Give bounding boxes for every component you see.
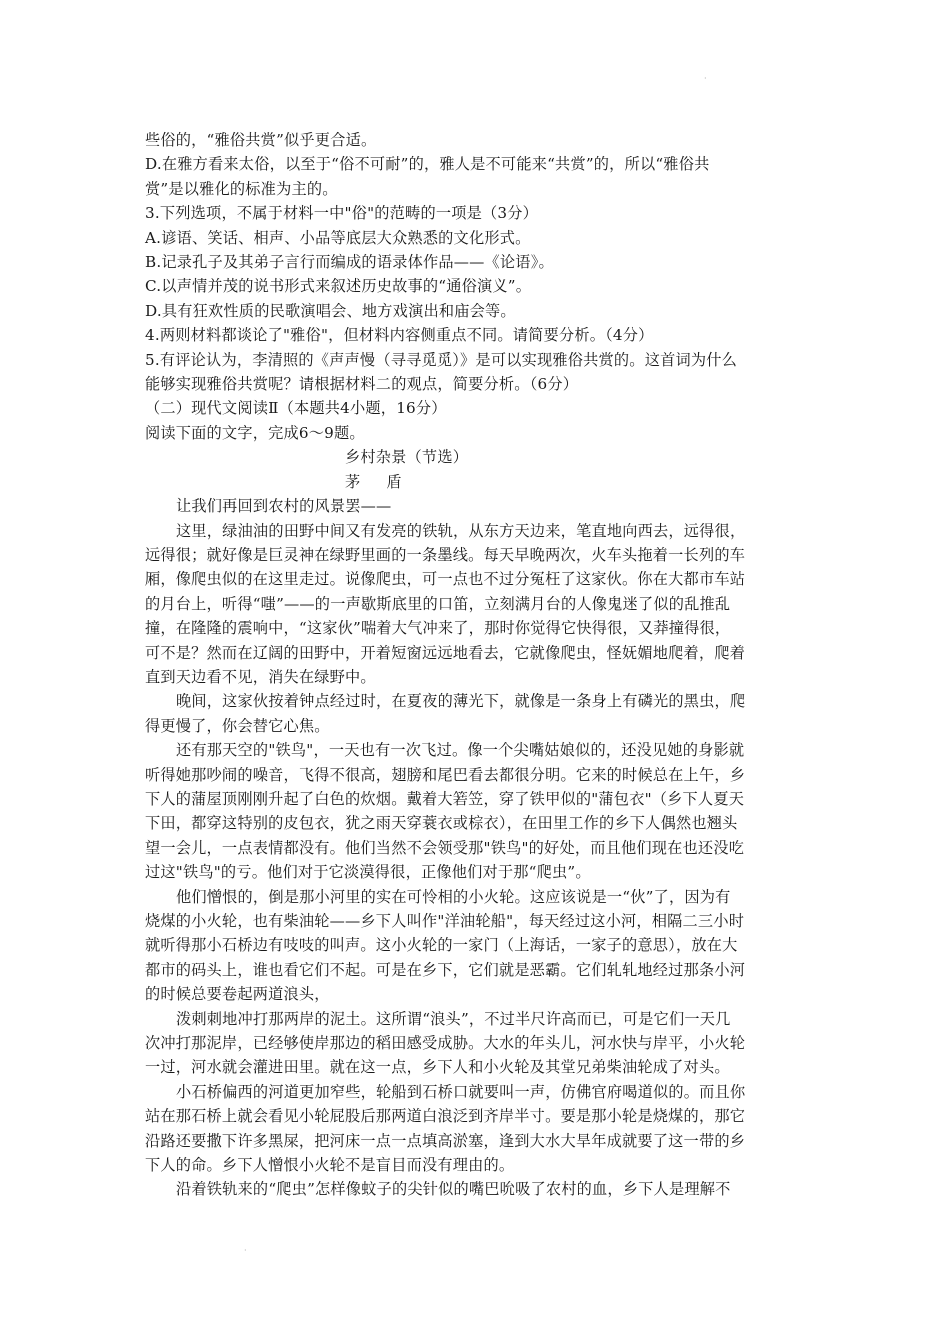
paragraph-line: 还有那天空的"铁鸟"，一天也有一次飞过。像一个尖嘴姑娘似的，还没见她的身影就 <box>176 741 745 760</box>
paragraph-line: 厢，像爬虫似的在这里走过。说像爬虫，可一点也不过分冤枉了这家伙。你在大都市车站 <box>145 570 746 589</box>
scan-dot-mark: · <box>244 1246 247 1255</box>
passage-paragraph <box>145 738 811 884</box>
paragraph-line: 晚间，这家伙按着钟点经过时，在夏夜的薄光下，就像是一条身上有磷光的黑虫，爬 <box>176 692 746 711</box>
paragraph-line: 下田，都穿这特别的皮包衣，犹之雨天穿蓑衣或棕衣），在田里工作的乡下人偶然也翘头 <box>145 814 738 833</box>
paragraph-line: 他们憎恨的，倒是那小河里的实在可怜相的小火轮。这应该说是一“伙”了，因为有 <box>176 887 731 906</box>
option-d-line: D.在雅方看来太俗，以至于“俗不可耐”的，雅人是不可能来“共赏”的，所以“雅俗共 <box>145 155 710 174</box>
passage-paragraph <box>145 494 811 518</box>
document-body <box>145 128 811 1202</box>
paragraph-line: 得更慢了，你会替它心焦。 <box>145 716 330 735</box>
question-3-option-b: B.记录孔子及其弟子言行而编成的语录体作品——《论语》。 <box>145 253 554 272</box>
question-4: 4.两则材料都谈论了"雅俗"，但材料内容侧重点不同。请简要分析。（4分） <box>145 326 654 345</box>
paragraph-line: 过这"铁鸟"的亏。他们对于它淡漠得很，正像他们对于那“爬虫”。 <box>145 863 591 882</box>
paragraph-line: 远得很；就好像是巨灵神在绿野里画的一条墨线。每天早晚两次，火车头拖着一长列的车 <box>145 545 746 564</box>
question-3-option-a: A.谚语、笑话、相声、小品等底层大众熟悉的文化形式。 <box>145 228 531 247</box>
paragraph-line: 烧煤的小火轮，也有柴油轮——乡下人叫作"洋油轮船"，每天经过这小河，相隔二三小时 <box>145 912 745 930</box>
question-3-option-c: C.以声情并茂的说书形式来叙述历史故事的“通俗演义”。 <box>145 277 532 296</box>
passage-paragraph <box>145 1177 811 1201</box>
paragraph-line: 泼刺刺地冲打那两岸的泥土。这所谓“浪头”，不过半尺许高而已，可是它们一天几 <box>176 1009 731 1028</box>
paragraph-line: 一过，河水就会灌进田里。就在这一点，乡下人和小火轮及其堂兄弟柴油轮成了对头。 <box>145 1058 730 1077</box>
paragraph-line: 让我们再回到农村的风景罢—— <box>176 497 392 516</box>
paragraph-line: 次冲打那泥岸，已经够使岸那边的稻田感受成胁。大水的年头儿，河水快与岸平，小火轮 <box>145 1034 746 1053</box>
passage-paragraph <box>145 1080 811 1178</box>
section-heading: （二）现代文阅读Ⅱ（本题共4小题，16分） <box>145 399 447 418</box>
question-5: 5.有评论认为，李清照的《声声慢（寻寻觅觅）》是可以实现雅俗共赏的。这首词为什么 <box>145 350 738 369</box>
passage-paragraph <box>145 885 811 1007</box>
paragraph-line: 撞，在隆隆的震响中，“这家伙”喘着大气冲来了，那时你觉得它快得很，又莽撞得很， <box>145 619 731 638</box>
scan-dot-mark: · <box>704 74 707 83</box>
paragraph-line: 小石桥偏西的河道更加窄些，轮船到石桥口就要叫一声，仿佛官府喝道似的。而且你 <box>176 1082 746 1101</box>
paragraph-line: 就听得那小石桥边有吱吱的叫声。这小火轮的一家门（上海话，一家子的意思），放在大 <box>145 936 738 955</box>
paragraph-line: 直到天边看不见，消失在绿野中。 <box>145 667 376 686</box>
section-instruction: 阅读下面的文字，完成6～9题。 <box>145 423 365 442</box>
paragraph-line: 可不是？然而在辽阔的田野中，开着短窗远远地看去，它就像爬虫，怪妩媚地爬着，爬着 <box>145 643 746 662</box>
passage-paragraph <box>145 519 811 690</box>
paragraph-line: 都市的码头上，谁也看它们不起。可是在乡下，它们就是恶霸。它们轧轧地经过那条小河 <box>145 960 746 979</box>
paragraph-line: 站在那石桥上就会看见小轮屁股后那两道白浪泛到齐岸半寸。要是那小轮是烧煤的，那它 <box>145 1107 746 1126</box>
option-d-line: 赏”是以雅化的标准为主的。 <box>145 179 338 198</box>
author-surname: 茅 <box>345 472 361 491</box>
author-given-name: 盾 <box>386 472 402 491</box>
passage-author <box>145 470 811 494</box>
paragraph-line: 下人的命。乡下人憎恨小火轮不是盲目而没有理由的。 <box>145 1156 515 1175</box>
paragraph-line: 这里，绿油油的田野中间又有发亮的铁轨，从东方天边来，笔直地向西去，远得很， <box>176 521 746 540</box>
question-3: 3.下列选项，不属于材料一中"俗"的范畴的一项是（3分） <box>145 204 539 223</box>
paragraph-line: 听得她那吵闹的噪音，飞得不很高，翅膀和尾巴看去都很分明。它来的时候总在上午，乡 <box>145 765 746 784</box>
option-d-tail-line: 些俗的，“雅俗共赏”似乎更合适。 <box>145 131 377 149</box>
paragraph-line: 的月台上，听得“嗤”——的一声歇斯底里的口笛，立刻满月台的人像鬼迷了似的乱推乱 <box>145 594 731 613</box>
passage-title: 乡村杂景（节选） <box>345 448 469 467</box>
passage-paragraph <box>145 689 811 738</box>
paragraph-line: 沿着铁轨来的“爬虫”怎样像蚊子的尖针似的嘴巴吮吸了农村的血，乡下人是理解不 <box>176 1180 731 1199</box>
paragraph-line: 沿路还要撒下许多黑屎，把河床一点一点填高淤塞，逢到大水大旱年成就要了这一带的乡 <box>145 1131 746 1150</box>
question-5: 能够实现雅俗共赏呢？请根据材料二的观点，简要分析。（6分） <box>145 375 579 394</box>
paragraph-line: 下人的蒲屋顶刚刚升起了白色的炊烟。戴着大箬笠，穿了铁甲似的"蒲包衣"（乡下人夏天 <box>145 789 745 808</box>
question-block <box>145 128 811 396</box>
question-3-option-d: D.具有狂欢性质的民歌演唱会、地方戏演出和庙会等。 <box>145 301 516 320</box>
paragraph-line: 的时候总要卷起两道浪头， <box>145 985 330 1004</box>
paragraph-line: 望一会儿，一点表情都没有。他们当然不会领受那"铁鸟"的好处，而且他们现在也还没吃 <box>145 838 745 857</box>
passage-paragraph <box>145 1007 811 1080</box>
